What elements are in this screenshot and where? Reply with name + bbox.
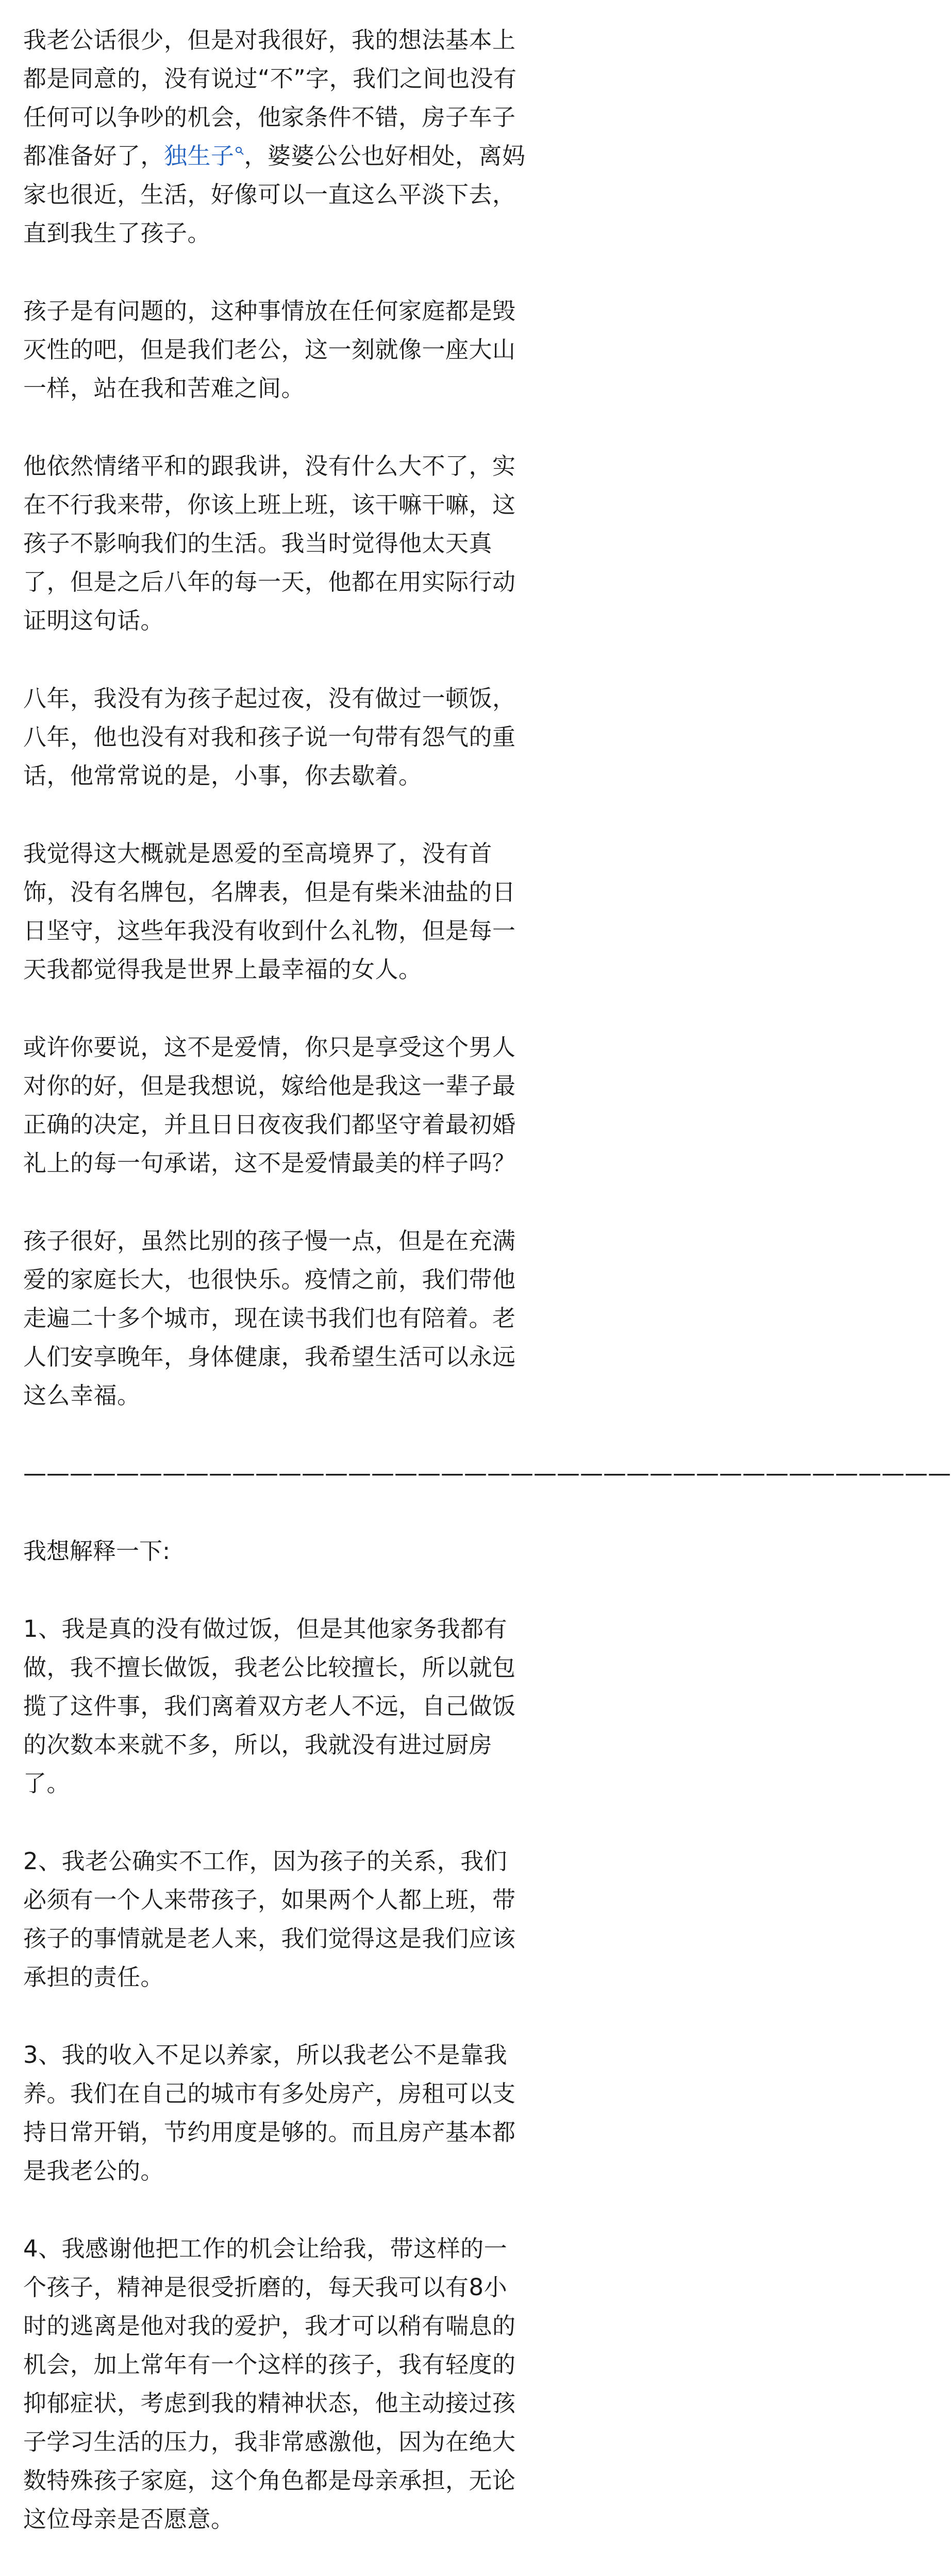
paragraph-6: 或许你要说，这不是爱情，你只是享受这个男人对你的好，但是我想说，嫁给他是我这一辈子最正确的决定，并且日日夜夜我们都坚守着最初婚礼上的每一句承诺，这不是爱情最美的样子吗？ xyxy=(23,1033,516,1177)
keyword-link-only-child[interactable] xyxy=(164,142,244,170)
section-divider: ———————————————————————————————————————— xyxy=(23,1460,951,1487)
explanation-1: 1、我是真的没有做过饭，但是其他家务我都有做，我不擅长做饭，我老公比较擅长，所以就包揽了这件事，我们离着双方老人不远，自己做饭的次数本来就不多，所以，我就没有进过厨房了。 xyxy=(23,1615,516,1797)
paragraph-2: 孩子是有问题的，这种事情放在任何家庭都是毁灭性的吧，但是我们老公，这一刻就像一座大山一样，站在我和苦难之间。 xyxy=(23,297,516,402)
paragraph-7: 孩子很好，虽然比别的孩子慢一点，但是在充满爱的家庭长大，也很快乐。疫情之前，我们带他走遍二十多个城市，现在读书我们也有陪着。老人们安享晚年，身体健康，我希望生活可以永远这么幸福。 xyxy=(23,1227,516,1409)
keyword-link-text: 独生子 xyxy=(164,142,235,170)
explanation-4: 4、我感谢他把工作的机会让给我，带这样的一个孩子，精神是很受折磨的，每天我可以有8小时的逃离是他对我的爱护，我才可以稍有喘息的机会，加上常年有一个这样的孩子，我有轻度的抑郁症状，考虑到我的精神状态，他主动接过孩子学习生活的压力，我非常感激他，因为在绝大数特殊孩子家庭，这个角色都是母亲承担，无论这位母亲是否愿意。 xyxy=(23,2235,516,2533)
paragraph-1 xyxy=(23,21,526,252)
explain-heading: 我想解释一下: xyxy=(23,1537,171,1565)
search-icon xyxy=(235,146,244,156)
explanation-3: 3、我的收入不足以养家，所以我老公不是靠我养。我们在自己的城市有多处房产，房租可以支持日常开销，节约用度是够的。而且房产基本都是我老公的。 xyxy=(23,2041,516,2184)
paragraph-5: 我觉得这大概就是恩爱的至高境界了，没有首饰，没有名牌包，名牌表，但是有柴米油盐的日日坚守，这些年我没有收到什么礼物，但是每一天我都觉得我是世界上最幸福的女人。 xyxy=(23,840,516,983)
paragraph-1-text-b: ，婆婆公公也好相处，离妈家也很近，生活，好像可以一直这么平淡下去，直到我生了孩子。 xyxy=(23,142,526,247)
paragraph-3: 他依然情绪平和的跟我讲，没有什么大不了，实在不行我来带，你该上班上班，该干嘛干嘛，这孩子不影响我们的生活。我当时觉得他太天真了，但是之后八年的每一天，他都在用实际行动证明这句话。 xyxy=(23,452,516,634)
explanation-2: 2、我老公确实不工作，因为孩子的关系，我们必须有一个人来带孩子，如果两个人都上班，带孩子的事情就是老人来，我们觉得这是我们应该承担的责任。 xyxy=(23,1848,516,1991)
article-body xyxy=(23,21,951,2576)
paragraph-4: 八年，我没有为孩子起过夜，没有做过一顿饭，八年，他也没有对我和孩子说一句带有怨气的重话，他常常说的是，小事，你去歇着。 xyxy=(23,685,516,789)
paragraph-1-text-a: 我老公话很少，但是对我很好，我的想法基本上都是同意的，没有说过“不”字，我们之间也没有任何可以争吵的机会，他家条件不错，房子车子都准备好了， xyxy=(23,26,517,170)
